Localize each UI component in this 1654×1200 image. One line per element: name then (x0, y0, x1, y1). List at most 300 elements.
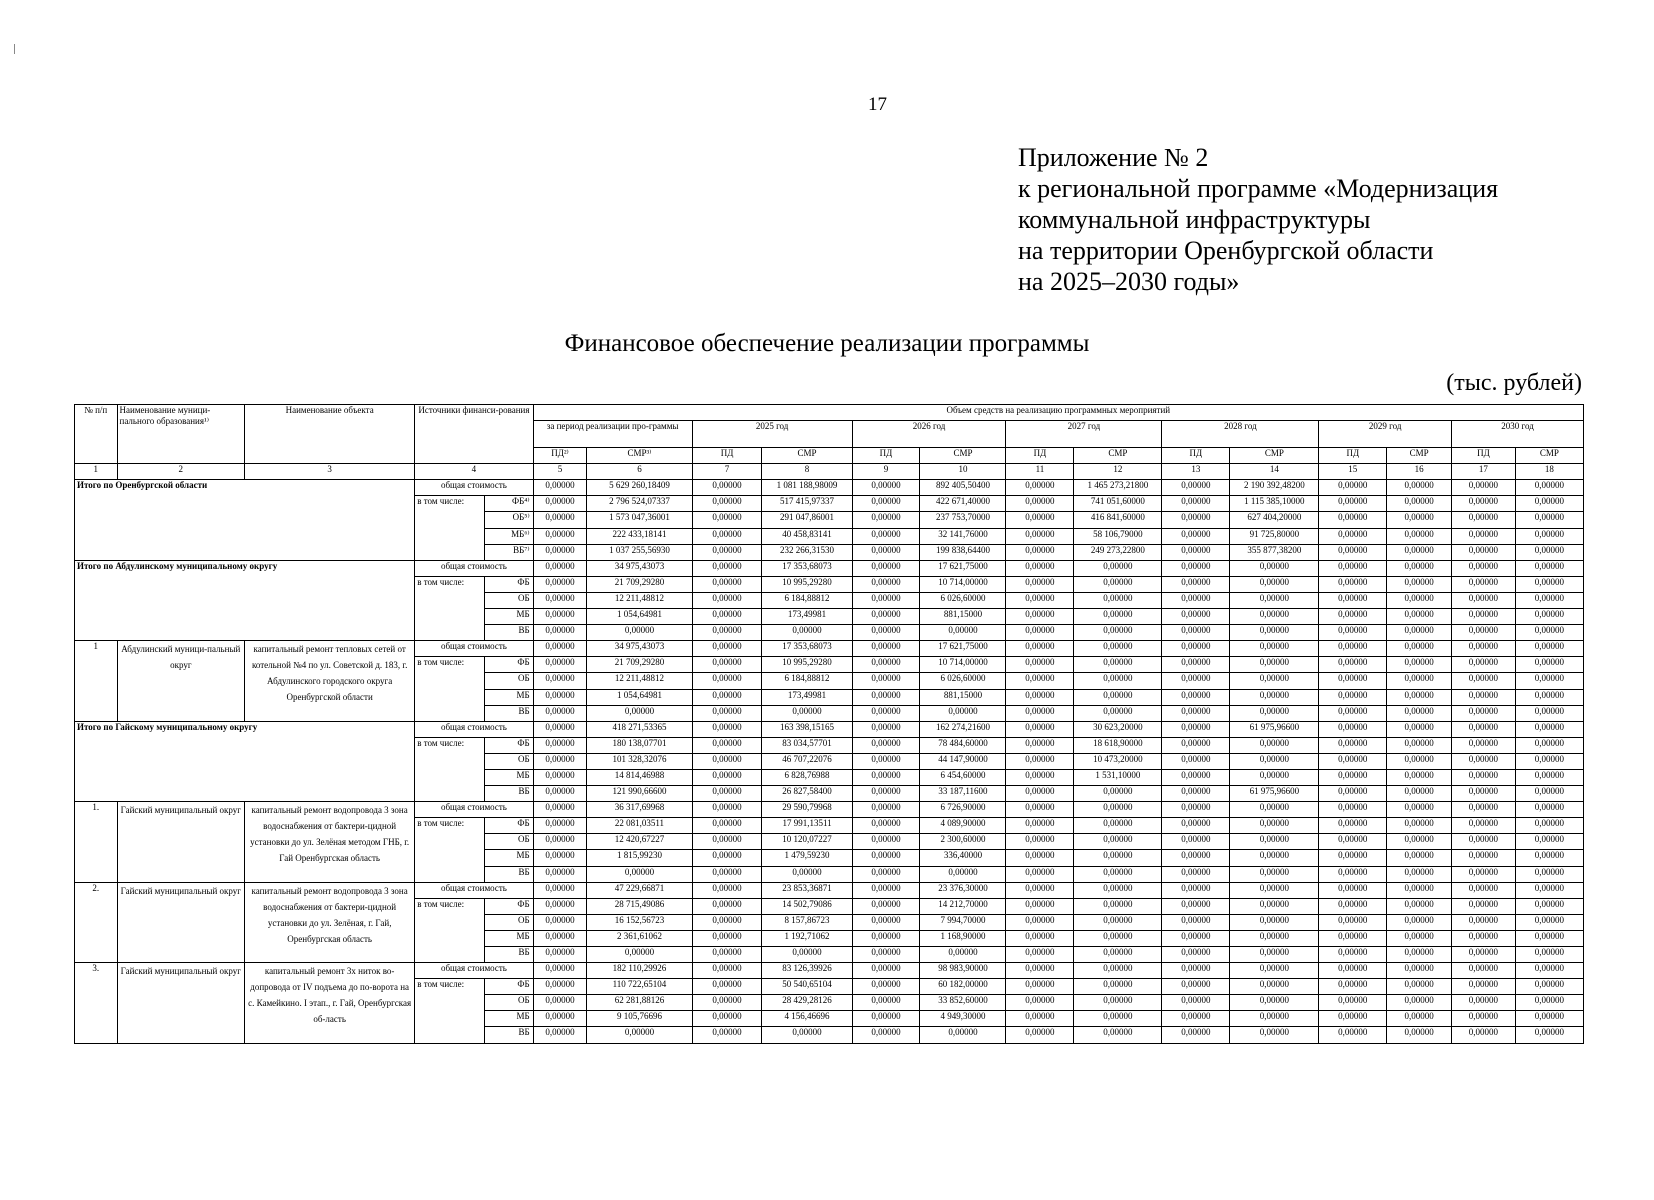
value-cell: 0,00000 (1452, 641, 1516, 657)
value-cell: 0,00000 (692, 769, 762, 785)
value-cell: 0,00000 (1319, 866, 1387, 882)
header-sub: ПД (852, 448, 920, 464)
value-cell: 0,00000 (1319, 963, 1387, 979)
value-cell: 1 815,99230 (587, 850, 692, 866)
value-cell: 4 949,30000 (920, 1011, 1006, 1027)
value-cell: 0,00000 (1230, 947, 1319, 963)
value-cell: 10 473,20000 (1074, 753, 1162, 769)
value-cell: 0,00000 (1452, 737, 1516, 753)
value-cell: 0,00000 (920, 625, 1006, 641)
value-cell: 0,00000 (1162, 979, 1230, 995)
value-cell: 0,00000 (1006, 818, 1074, 834)
value-cell: 6 184,88812 (762, 592, 852, 608)
value-cell: 0,00000 (533, 866, 587, 882)
value-cell: 0,00000 (1452, 512, 1516, 528)
value-cell: 0,00000 (1387, 496, 1452, 512)
value-cell: 83 126,39926 (762, 963, 852, 979)
value-cell: 16 152,56723 (587, 914, 692, 930)
source-code: ФБ⁴⁾ (485, 496, 534, 512)
value-cell: 1 054,64981 (587, 609, 692, 625)
value-cell: 0,00000 (762, 866, 852, 882)
value-cell: 0,00000 (1452, 995, 1516, 1011)
value-cell: 0,00000 (852, 769, 920, 785)
value-cell: 110 722,65104 (587, 979, 692, 995)
value-cell: 0,00000 (1452, 963, 1516, 979)
value-cell: 0,00000 (692, 914, 762, 930)
value-cell: 0,00000 (1006, 496, 1074, 512)
value-cell: 0,00000 (1387, 769, 1452, 785)
source-total-cost: общая стоимость (415, 480, 533, 496)
value-cell: 0,00000 (1319, 560, 1387, 576)
value-cell: 1 531,10000 (1074, 769, 1162, 785)
value-cell: 0,00000 (1452, 609, 1516, 625)
source-code: ВБ (485, 1027, 534, 1043)
value-cell: 0,00000 (1515, 689, 1583, 705)
object-name: капитальный ремонт тепловых сетей от котельной №4 по ул. Советской д. 183, г. Абдулинского городского округа Оренбургской области (245, 641, 415, 721)
value-cell: 0,00000 (1074, 786, 1162, 802)
value-cell: 0,00000 (1319, 995, 1387, 1011)
financing-table (74, 404, 1584, 1044)
value-cell: 32 141,76000 (920, 528, 1006, 544)
value-cell: 0,00000 (1074, 995, 1162, 1011)
value-cell: 1 115 385,10000 (1230, 496, 1319, 512)
value-cell: 0,00000 (533, 930, 587, 946)
value-cell: 0,00000 (1452, 914, 1516, 930)
source-code: МБ (485, 609, 534, 625)
value-cell: 0,00000 (852, 609, 920, 625)
value-cell: 627 404,20000 (1230, 512, 1319, 528)
value-cell: 6 828,76988 (762, 769, 852, 785)
column-number: 17 (1452, 464, 1516, 480)
appendix-line: к региональной программе «Модернизация (1018, 174, 1499, 203)
source-code: ОБ⁵⁾ (485, 512, 534, 528)
value-cell: 40 458,83141 (762, 528, 852, 544)
value-cell: 162 274,21600 (920, 721, 1006, 737)
header-volume: Объем средств на реализацию программных мероприятий (533, 405, 1583, 421)
value-cell: 61 975,96600 (1230, 721, 1319, 737)
value-cell: 0,00000 (1387, 625, 1452, 641)
value-cell: 0,00000 (1515, 737, 1583, 753)
item-number: 2. (75, 882, 118, 962)
value-cell: 0,00000 (533, 705, 587, 721)
value-cell: 6 726,90000 (920, 802, 1006, 818)
source-code: ВБ (485, 625, 534, 641)
source-including: в том числе: (415, 657, 485, 721)
value-cell: 0,00000 (1452, 866, 1516, 882)
value-cell: 232 266,31530 (762, 544, 852, 560)
value-cell: 0,00000 (1230, 705, 1319, 721)
value-cell: 0,00000 (852, 657, 920, 673)
value-cell: 0,00000 (1162, 882, 1230, 898)
value-cell: 0,00000 (1319, 544, 1387, 560)
value-cell: 0,00000 (1230, 592, 1319, 608)
value-cell: 0,00000 (1515, 641, 1583, 657)
value-cell: 199 838,64400 (920, 544, 1006, 560)
value-cell: 1 054,64981 (587, 689, 692, 705)
value-cell: 0,00000 (1074, 866, 1162, 882)
value-cell: 0,00000 (1006, 480, 1074, 496)
value-cell: 0,00000 (1230, 657, 1319, 673)
value-cell: 0,00000 (1074, 834, 1162, 850)
object-name: капитальный ремонт водопровода 3 зона водоснабжения от бактери-цидной установки до ул. Зелёная методом ГНБ, г. Гай Оренбургская область (245, 802, 415, 882)
value-cell: 0,00000 (1319, 914, 1387, 930)
value-cell: 0,00000 (533, 721, 587, 737)
source-total-cost: общая стоимость (415, 721, 533, 737)
value-cell: 21 709,29280 (587, 576, 692, 592)
value-cell: 0,00000 (1515, 657, 1583, 673)
value-cell: 0,00000 (692, 657, 762, 673)
value-cell: 0,00000 (1387, 1011, 1452, 1027)
value-cell: 0,00000 (1387, 480, 1452, 496)
value-cell: 47 229,66871 (587, 882, 692, 898)
value-cell: 0,00000 (533, 689, 587, 705)
value-cell: 0,00000 (533, 512, 587, 528)
value-cell: 0,00000 (852, 592, 920, 608)
units-label: (тыс. рублей) (1446, 370, 1582, 396)
value-cell: 355 877,38200 (1230, 544, 1319, 560)
value-cell: 0,00000 (533, 560, 587, 576)
value-cell: 0,00000 (852, 705, 920, 721)
value-cell: 0,00000 (1387, 1027, 1452, 1043)
value-cell: 0,00000 (1387, 914, 1452, 930)
value-cell: 0,00000 (852, 1027, 920, 1043)
value-cell: 0,00000 (920, 947, 1006, 963)
value-cell: 34 975,43073 (587, 560, 692, 576)
value-cell: 2 361,61062 (587, 930, 692, 946)
value-cell: 0,00000 (1162, 528, 1230, 544)
value-cell: 0,00000 (1452, 560, 1516, 576)
value-cell: 0,00000 (587, 625, 692, 641)
value-cell: 0,00000 (692, 592, 762, 608)
value-cell: 0,00000 (533, 496, 587, 512)
value-cell: 0,00000 (1162, 705, 1230, 721)
header-sub: СМР³⁾ (587, 448, 692, 464)
source-code: ФБ (485, 657, 534, 673)
value-cell: 0,00000 (1230, 802, 1319, 818)
value-cell: 0,00000 (1387, 560, 1452, 576)
value-cell: 17 621,75000 (920, 641, 1006, 657)
value-cell: 0,00000 (692, 512, 762, 528)
value-cell: 0,00000 (1319, 480, 1387, 496)
value-cell: 0,00000 (1319, 689, 1387, 705)
value-cell: 0,00000 (1515, 963, 1583, 979)
value-cell: 10 120,07227 (762, 834, 852, 850)
value-cell: 892 405,50400 (920, 480, 1006, 496)
value-cell: 0,00000 (1074, 705, 1162, 721)
municipality-name: Гайский муниципальный округ (117, 882, 245, 962)
value-cell: 0,00000 (1162, 850, 1230, 866)
value-cell: 0,00000 (1319, 769, 1387, 785)
column-number: 6 (587, 464, 692, 480)
value-cell: 0,00000 (1162, 737, 1230, 753)
value-cell: 0,00000 (1006, 737, 1074, 753)
value-cell: 0,00000 (1162, 1011, 1230, 1027)
value-cell: 1 465 273,21800 (1074, 480, 1162, 496)
table-row (75, 641, 1584, 657)
object-name: капитальный ремонт 3х ниток во-допровода от IV подъема до по-ворота на с. Камейкино. I этап., г. Гай, Оренбургская об-ласть (245, 963, 415, 1043)
value-cell: 0,00000 (1387, 689, 1452, 705)
value-cell: 0,00000 (1006, 609, 1074, 625)
header-municipality: Наименование муници-пального образования¹⁾ (117, 405, 245, 464)
value-cell: 0,00000 (692, 480, 762, 496)
value-cell: 0,00000 (692, 930, 762, 946)
value-cell: 2 300,60000 (920, 834, 1006, 850)
column-number: 1 (75, 464, 118, 480)
column-number: 2 (117, 464, 245, 480)
value-cell: 0,00000 (1452, 576, 1516, 592)
value-cell: 0,00000 (852, 528, 920, 544)
table-row (75, 963, 1584, 979)
value-cell: 26 827,58400 (762, 786, 852, 802)
value-cell: 12 420,67227 (587, 834, 692, 850)
value-cell: 0,00000 (1162, 995, 1230, 1011)
value-cell: 0,00000 (1515, 1011, 1583, 1027)
municipality-name: Абдулинский муници-пальный округ (117, 641, 245, 721)
value-cell: 0,00000 (852, 673, 920, 689)
value-cell: 0,00000 (1074, 689, 1162, 705)
value-cell: 33 187,11600 (920, 786, 1006, 802)
value-cell: 0,00000 (1515, 592, 1583, 608)
value-cell: 0,00000 (762, 625, 852, 641)
value-cell: 0,00000 (1006, 963, 1074, 979)
value-cell: 14 814,46988 (587, 769, 692, 785)
value-cell: 0,00000 (1162, 963, 1230, 979)
value-cell: 23 853,36871 (762, 882, 852, 898)
value-cell: 0,00000 (1162, 721, 1230, 737)
value-cell: 0,00000 (852, 641, 920, 657)
appendix-line: на 2025–2030 годы» (1018, 267, 1240, 296)
value-cell: 0,00000 (1515, 576, 1583, 592)
value-cell: 0,00000 (852, 818, 920, 834)
item-number: 1 (75, 641, 118, 721)
value-cell: 0,00000 (1452, 930, 1516, 946)
value-cell: 0,00000 (533, 979, 587, 995)
value-cell: 0,00000 (1452, 1027, 1516, 1043)
value-cell: 0,00000 (1006, 834, 1074, 850)
value-cell: 0,00000 (692, 496, 762, 512)
header-sub: СМР (1074, 448, 1162, 464)
value-cell: 0,00000 (1230, 673, 1319, 689)
value-cell: 0,00000 (762, 705, 852, 721)
header-num: № п/п (75, 405, 118, 464)
value-cell: 2 190 392,48200 (1230, 480, 1319, 496)
value-cell: 0,00000 (1006, 995, 1074, 1011)
value-cell: 34 975,43073 (587, 641, 692, 657)
value-cell: 2 796 524,07337 (587, 496, 692, 512)
total-label: Итого по Абдулинскому муниципальному округу (75, 560, 415, 640)
value-cell: 0,00000 (1006, 866, 1074, 882)
value-cell: 0,00000 (1319, 930, 1387, 946)
value-cell: 0,00000 (1074, 850, 1162, 866)
value-cell: 0,00000 (1162, 496, 1230, 512)
table-row (75, 802, 1584, 818)
value-cell: 0,00000 (1387, 947, 1452, 963)
value-cell: 0,00000 (852, 882, 920, 898)
value-cell: 163 398,15165 (762, 721, 852, 737)
value-cell: 10 995,29280 (762, 657, 852, 673)
value-cell: 0,00000 (533, 834, 587, 850)
value-cell: 5 629 260,18409 (587, 480, 692, 496)
value-cell: 0,00000 (1515, 769, 1583, 785)
source-including: в том числе: (415, 818, 485, 882)
value-cell: 0,00000 (1006, 528, 1074, 544)
value-cell: 0,00000 (533, 480, 587, 496)
header-sub: ПД (1162, 448, 1230, 464)
value-cell: 7 994,70000 (920, 914, 1006, 930)
value-cell: 0,00000 (1230, 834, 1319, 850)
source-code: ОБ (485, 995, 534, 1011)
value-cell: 0,00000 (852, 995, 920, 1011)
value-cell: 0,00000 (1074, 576, 1162, 592)
source-code: МБ (485, 689, 534, 705)
column-number: 3 (245, 464, 415, 480)
value-cell: 0,00000 (1319, 979, 1387, 995)
value-cell: 17 621,75000 (920, 560, 1006, 576)
value-cell: 0,00000 (852, 625, 920, 641)
value-cell: 0,00000 (1006, 786, 1074, 802)
column-number: 11 (1006, 464, 1074, 480)
column-number: 10 (920, 464, 1006, 480)
value-cell: 0,00000 (533, 786, 587, 802)
value-cell: 0,00000 (692, 1027, 762, 1043)
value-cell: 0,00000 (1006, 930, 1074, 946)
value-cell: 0,00000 (1074, 898, 1162, 914)
value-cell: 0,00000 (1319, 592, 1387, 608)
value-cell: 0,00000 (852, 947, 920, 963)
value-cell: 0,00000 (1452, 834, 1516, 850)
value-cell: 0,00000 (1230, 818, 1319, 834)
value-cell: 0,00000 (1387, 544, 1452, 560)
value-cell: 0,00000 (852, 850, 920, 866)
value-cell: 0,00000 (1319, 576, 1387, 592)
value-cell: 173,49981 (762, 609, 852, 625)
header-sub: СМР (920, 448, 1006, 464)
source-including: в том числе: (415, 979, 485, 1043)
header-sub: ПД (1319, 448, 1387, 464)
value-cell: 0,00000 (1006, 592, 1074, 608)
value-cell: 0,00000 (1006, 625, 1074, 641)
value-cell: 0,00000 (1319, 625, 1387, 641)
value-cell: 0,00000 (1006, 882, 1074, 898)
value-cell: 0,00000 (1319, 898, 1387, 914)
value-cell: 0,00000 (1452, 769, 1516, 785)
value-cell: 0,00000 (1074, 609, 1162, 625)
header-sub: ПД (1006, 448, 1074, 464)
value-cell: 336,40000 (920, 850, 1006, 866)
value-cell: 0,00000 (1319, 512, 1387, 528)
value-cell: 0,00000 (1515, 673, 1583, 689)
value-cell: 0,00000 (1230, 1011, 1319, 1027)
value-cell: 0,00000 (1515, 512, 1583, 528)
value-cell: 0,00000 (1162, 576, 1230, 592)
value-cell: 0,00000 (1452, 882, 1516, 898)
value-cell: 0,00000 (852, 560, 920, 576)
value-cell: 0,00000 (692, 802, 762, 818)
value-cell: 30 623,20000 (1074, 721, 1162, 737)
value-cell: 0,00000 (852, 802, 920, 818)
header-object: Наименование объекта (245, 405, 415, 464)
value-cell: 0,00000 (1006, 802, 1074, 818)
value-cell: 0,00000 (1074, 882, 1162, 898)
value-cell: 0,00000 (1074, 802, 1162, 818)
value-cell: 0,00000 (692, 979, 762, 995)
value-cell: 0,00000 (1319, 947, 1387, 963)
value-cell: 0,00000 (852, 512, 920, 528)
value-cell: 0,00000 (587, 947, 692, 963)
value-cell: 0,00000 (1319, 850, 1387, 866)
value-cell: 0,00000 (587, 705, 692, 721)
value-cell: 0,00000 (1006, 769, 1074, 785)
value-cell: 0,00000 (533, 850, 587, 866)
source-code: МБ (485, 930, 534, 946)
source-including: в том числе: (415, 898, 485, 962)
value-cell: 0,00000 (1319, 786, 1387, 802)
value-cell: 0,00000 (1452, 850, 1516, 866)
value-cell: 44 147,90000 (920, 753, 1006, 769)
value-cell: 0,00000 (1230, 866, 1319, 882)
column-number: 9 (852, 464, 920, 480)
value-cell: 10 995,29280 (762, 576, 852, 592)
value-cell: 422 671,40000 (920, 496, 1006, 512)
value-cell: 0,00000 (1452, 1011, 1516, 1027)
value-cell: 0,00000 (1006, 544, 1074, 560)
value-cell: 0,00000 (1006, 1011, 1074, 1027)
value-cell: 0,00000 (1452, 528, 1516, 544)
value-cell: 0,00000 (1230, 641, 1319, 657)
value-cell: 237 753,70000 (920, 512, 1006, 528)
value-cell: 0,00000 (1319, 657, 1387, 673)
value-cell: 0,00000 (1162, 512, 1230, 528)
value-cell: 0,00000 (852, 689, 920, 705)
value-cell: 0,00000 (1387, 528, 1452, 544)
header-year-2028: 2028 год (1162, 421, 1319, 448)
value-cell: 0,00000 (762, 1027, 852, 1043)
value-cell: 0,00000 (533, 753, 587, 769)
value-cell: 62 281,88126 (587, 995, 692, 1011)
value-cell: 0,00000 (1319, 673, 1387, 689)
source-code: ОБ (485, 753, 534, 769)
source-total-cost: общая стоимость (415, 882, 533, 898)
value-cell: 0,00000 (1452, 657, 1516, 673)
value-cell: 0,00000 (1162, 480, 1230, 496)
value-cell: 0,00000 (1452, 592, 1516, 608)
value-cell: 0,00000 (1074, 1011, 1162, 1027)
value-cell: 14 212,70000 (920, 898, 1006, 914)
value-cell: 0,00000 (1162, 947, 1230, 963)
value-cell: 0,00000 (692, 882, 762, 898)
column-number: 5 (533, 464, 587, 480)
value-cell: 0,00000 (533, 609, 587, 625)
table-row (75, 480, 1584, 496)
value-cell: 0,00000 (1387, 930, 1452, 946)
value-cell: 0,00000 (1387, 898, 1452, 914)
value-cell: 0,00000 (1319, 1011, 1387, 1027)
source-including: в том числе: (415, 737, 485, 801)
header-sub: ПД²⁾ (533, 448, 587, 464)
value-cell: 0,00000 (1452, 947, 1516, 963)
value-cell: 0,00000 (1387, 705, 1452, 721)
value-cell: 222 433,18141 (587, 528, 692, 544)
value-cell: 0,00000 (1230, 625, 1319, 641)
value-cell: 0,00000 (692, 641, 762, 657)
value-cell: 0,00000 (1006, 560, 1074, 576)
source-code: МБ⁶⁾ (485, 528, 534, 544)
value-cell: 0,00000 (1452, 786, 1516, 802)
value-cell: 0,00000 (1230, 963, 1319, 979)
item-number: 1. (75, 802, 118, 882)
value-cell: 0,00000 (1006, 850, 1074, 866)
value-cell: 1 081 188,98009 (762, 480, 852, 496)
